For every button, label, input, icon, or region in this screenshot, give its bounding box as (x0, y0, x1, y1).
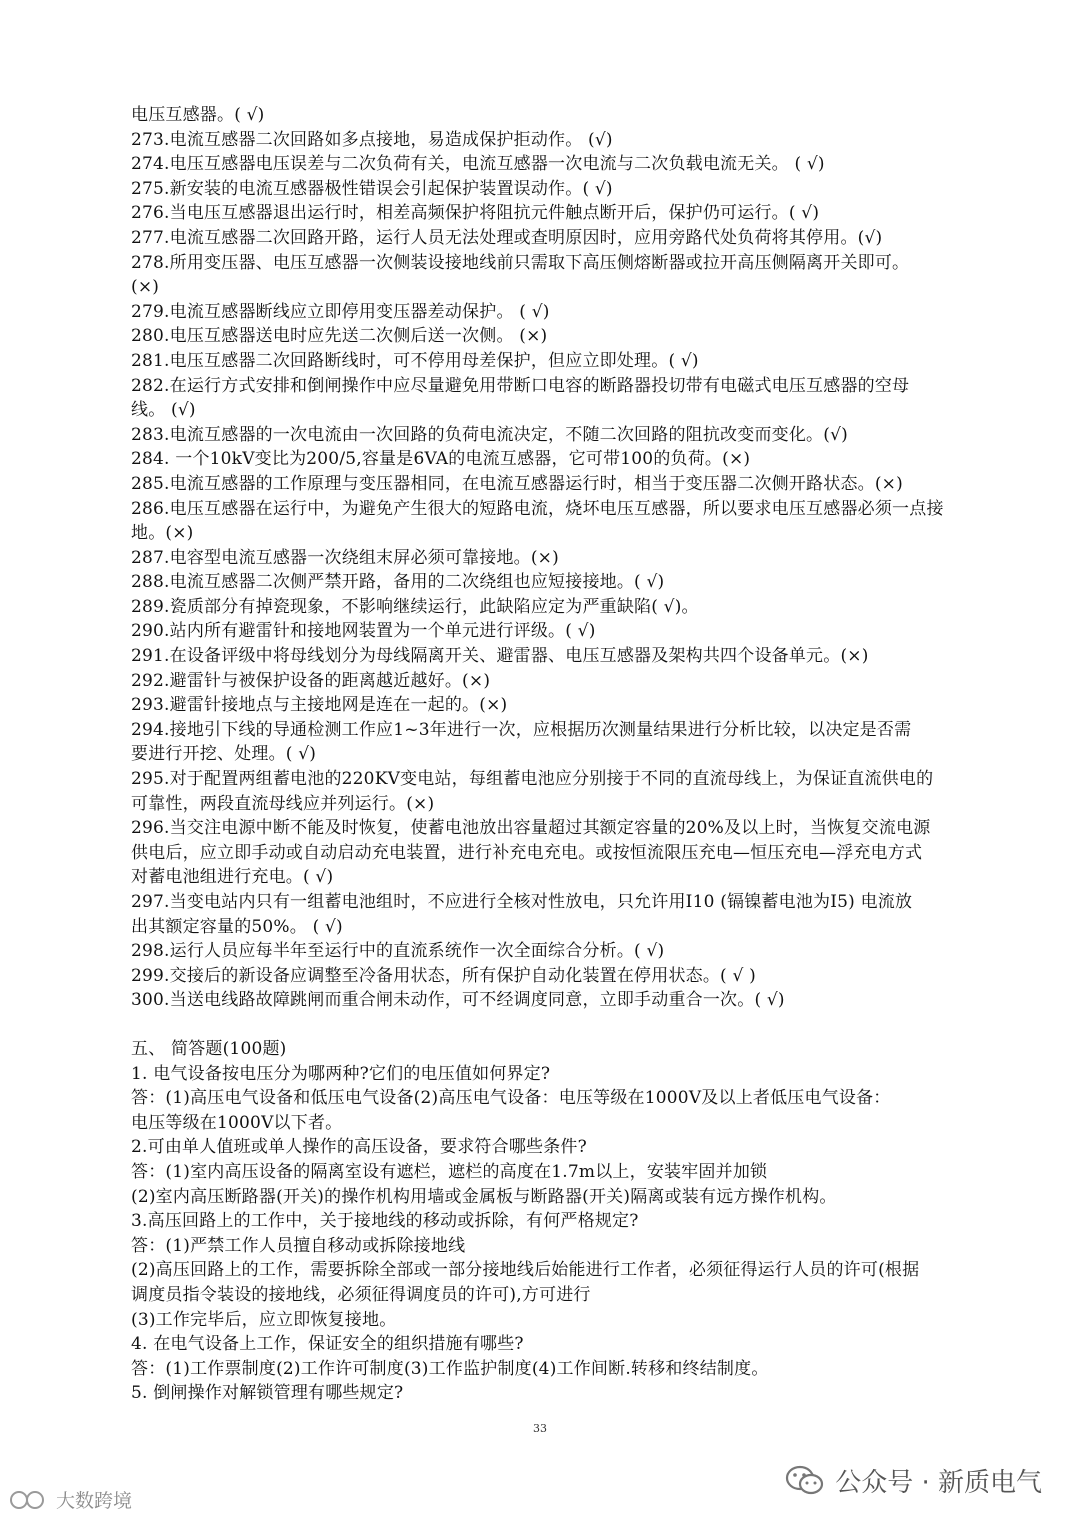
answer-line: 3.高压回路上的工作中，关于接地线的移动或拆除，有何严格规定? (131, 1211, 639, 1232)
question-line: 283.电流互感器的一次电流由一次回路的负荷电流决定，不随二次回路的阻抗改变而变化。(√) (131, 424, 848, 445)
answer-line: (3)工作完毕后，应立即恢复接地。 (131, 1309, 397, 1330)
answer-line: (2)高压回路上的工作，需要拆除全部或一部分接地线后始能进行工作者，必须征得运行人员的许可(根据 (131, 1260, 920, 1281)
answer-line: (2)室内高压断路器(开关)的操作机构用墙或金属板与断路器(开关)隔离或装有远方操作机构。 (131, 1186, 837, 1207)
question-line: 296.当交注电源中断不能及时恢复，使蓄电池放出容量超过其额定容量的20%及以上时，当恢复交流电源 (131, 818, 931, 839)
answer-line: 电压等级在1000V以下者。 (131, 1112, 343, 1133)
question-line: 电压互感器。( √) (131, 105, 265, 125)
question-line: 地。(×) (131, 523, 194, 544)
question-line: 297.当变电站内只有一组蓄电池组时，不应进行全核对性放电，只允许用I10 (镉镍蓄电池为I5) 电流放 (131, 892, 913, 912)
question-line: 274.电压互感器电压误差与二次负荷有关，电流互感器一次电流与二次负载电流无关。 ( √) (131, 154, 825, 175)
question-line: 299.交接后的新设备应调整至冷备用状态，所有保护自动化装置在停用状态。( √ ) (131, 965, 756, 986)
wechat-icon (785, 1464, 825, 1498)
question-line: 281.电压互感器二次回路断线时，可不停用母差保护，但应立即处理。( √) (131, 350, 699, 371)
question-line: (×) (131, 277, 160, 298)
question-line: 276.当电压互感器退出运行时，相差高频保护将阻抗元件触点断开后，保护仍可运行。( √) (131, 203, 820, 224)
question-line: 300.当送电线路故障跳闸而重合闸未动作，可不经调度同意，立即手动重合一次。( √) (131, 990, 785, 1011)
question-line: 277.电流互感器二次回路开路，运行人员无法处理或查明原因时，应用旁路代处负荷将其停用。(√) (131, 227, 883, 248)
watermark-left-text: 大数跨境 (56, 1490, 133, 1512)
question-line: 284. 一个10kV变比为200/5,容量是6VA的电流互感器，它可带100的负荷。(×) (131, 449, 751, 470)
question-line: 供电后，应立即手动或自动启动充电装置，进行补充电充电。或按恒流限压充电—恒压充电—浮充电方式 (131, 842, 923, 863)
question-line: 282.在运行方式安排和倒闸操作中应尽量避免用带断口电容的断路器投切带有电磁式电压互感器的空母 (131, 375, 910, 396)
question-line: 可靠性，两段直流母线应并列运行。(×) (131, 793, 435, 814)
question-line: 290.站内所有避雷针和接地网装置为一个单元进行评级。( √) (131, 621, 596, 642)
question-line: 294.接地引下线的导通检测工作应1~3年进行一次，应根据历次测量结果进行分析比较，以决定是否需 (131, 719, 912, 740)
question-line: 291.在设备评级中将母线划分为母线隔离开关、避雷器、电压互感器及架构共四个设备单元。(×) (131, 646, 869, 667)
question-line: 273.电流互感器二次回路如多点接地，易造成保护拒动作。 (√) (131, 129, 613, 150)
answer-line: 答：(1)工作票制度(2)工作许可制度(3)工作监护制度(4)工作间断.转移和终结制度。 (131, 1358, 769, 1379)
question-line: 280.电压互感器送电时应先送二次侧后送一次侧。 (×) (131, 326, 548, 347)
question-line: 298.运行人员应每半年至运行中的直流系统作一次全面综合分析。( √) (131, 941, 665, 962)
question-line: 289.瓷质部分有掉瓷现象，不影响继续运行，此缺陷应定为严重缺陷( √)。 (131, 596, 699, 617)
answer-line: 2.可由单人值班或单人操作的高压设备，要求符合哪些条件? (131, 1137, 587, 1158)
watermark-left (8, 1486, 132, 1513)
short-answer-list (131, 1062, 1011, 1406)
answer-line: 4. 在电气设备上工作，保证安全的组织措施有哪些? (131, 1334, 524, 1355)
answer-line: 1. 电气设备按电压分为哪两种?它们的电压值如何界定? (131, 1063, 551, 1084)
watermark-right (785, 1462, 1042, 1499)
question-line: 295.对于配置两组蓄电池的220KV变电站，每组蓄电池应分别接于不同的直流母线上，为保证直流供电的 (131, 769, 934, 790)
question-line: 288.电流互感器二次侧严禁开路，备用的二次绕组也应短接接地。( √) (131, 572, 665, 593)
question-line: 279.电流互感器断线应立即停用变压器差动保护。 ( √) (131, 301, 550, 322)
page-number: 33 (533, 1422, 547, 1435)
question-line: 出其额定容量的50%。 ( √) (131, 916, 343, 937)
question-line: 275.新安装的电流互感器极性错误会引起保护装置误动作。( √) (131, 178, 613, 199)
answer-line: 答：(1)严禁工作人员擅自移动或拆除接地线 (131, 1235, 466, 1256)
question-line: 287.电容型电流互感器一次绕组末屏必须可靠接地。(×) (131, 547, 559, 568)
question-line: 286.电压互感器在运行中，为避免产生很大的短路电流，烧坏电压互感器，所以要求电压互感器必须一点接 (131, 498, 944, 519)
question-line: 对蓄电池组进行充电。( √) (131, 867, 334, 888)
question-line: 285.电流互感器的工作原理与变压器相同，在电流互感器运行时，相当于变压器二次侧开路状态。(×) (131, 473, 903, 494)
answer-line: 5. 倒闸操作对解锁管理有哪些规定? (131, 1383, 404, 1404)
brand-logo-icon (8, 1489, 52, 1511)
question-line: 要进行开挖、处理。( √) (131, 744, 317, 765)
page-content (131, 103, 1011, 1406)
question-line: 293.避雷针接地点与主接地网是连在一起的。(×) (131, 695, 508, 716)
answer-line: 答：(1)室内高压设备的隔离室设有遮栏，遮栏的高度在1.7m以上，安装牢固并加锁 (131, 1161, 768, 1182)
answer-line: 答：(1)高压电气设备和低压电气设备(2)高压电气设备：电压等级在1000V及以上者低压电气设备： (131, 1088, 891, 1109)
question-line: 线。 (√) (131, 400, 196, 421)
section-title: 五、 简答题(100题) (131, 1038, 287, 1059)
question-line: 292.避雷针与被保护设备的距离越近越好。(×) (131, 670, 491, 691)
watermark-right-text: 公众号 · 新质电气 (835, 1468, 1042, 1498)
judgment-question-list (131, 103, 1011, 1013)
answer-line: 调度员指令装设的接地线，必须征得调度员的许可),方可进行 (131, 1284, 591, 1305)
question-line: 278.所用变压器、电压互感器一次侧装设接地线前只需取下高压侧熔断器或拉开高压侧隔离开关即可。 (131, 252, 910, 273)
